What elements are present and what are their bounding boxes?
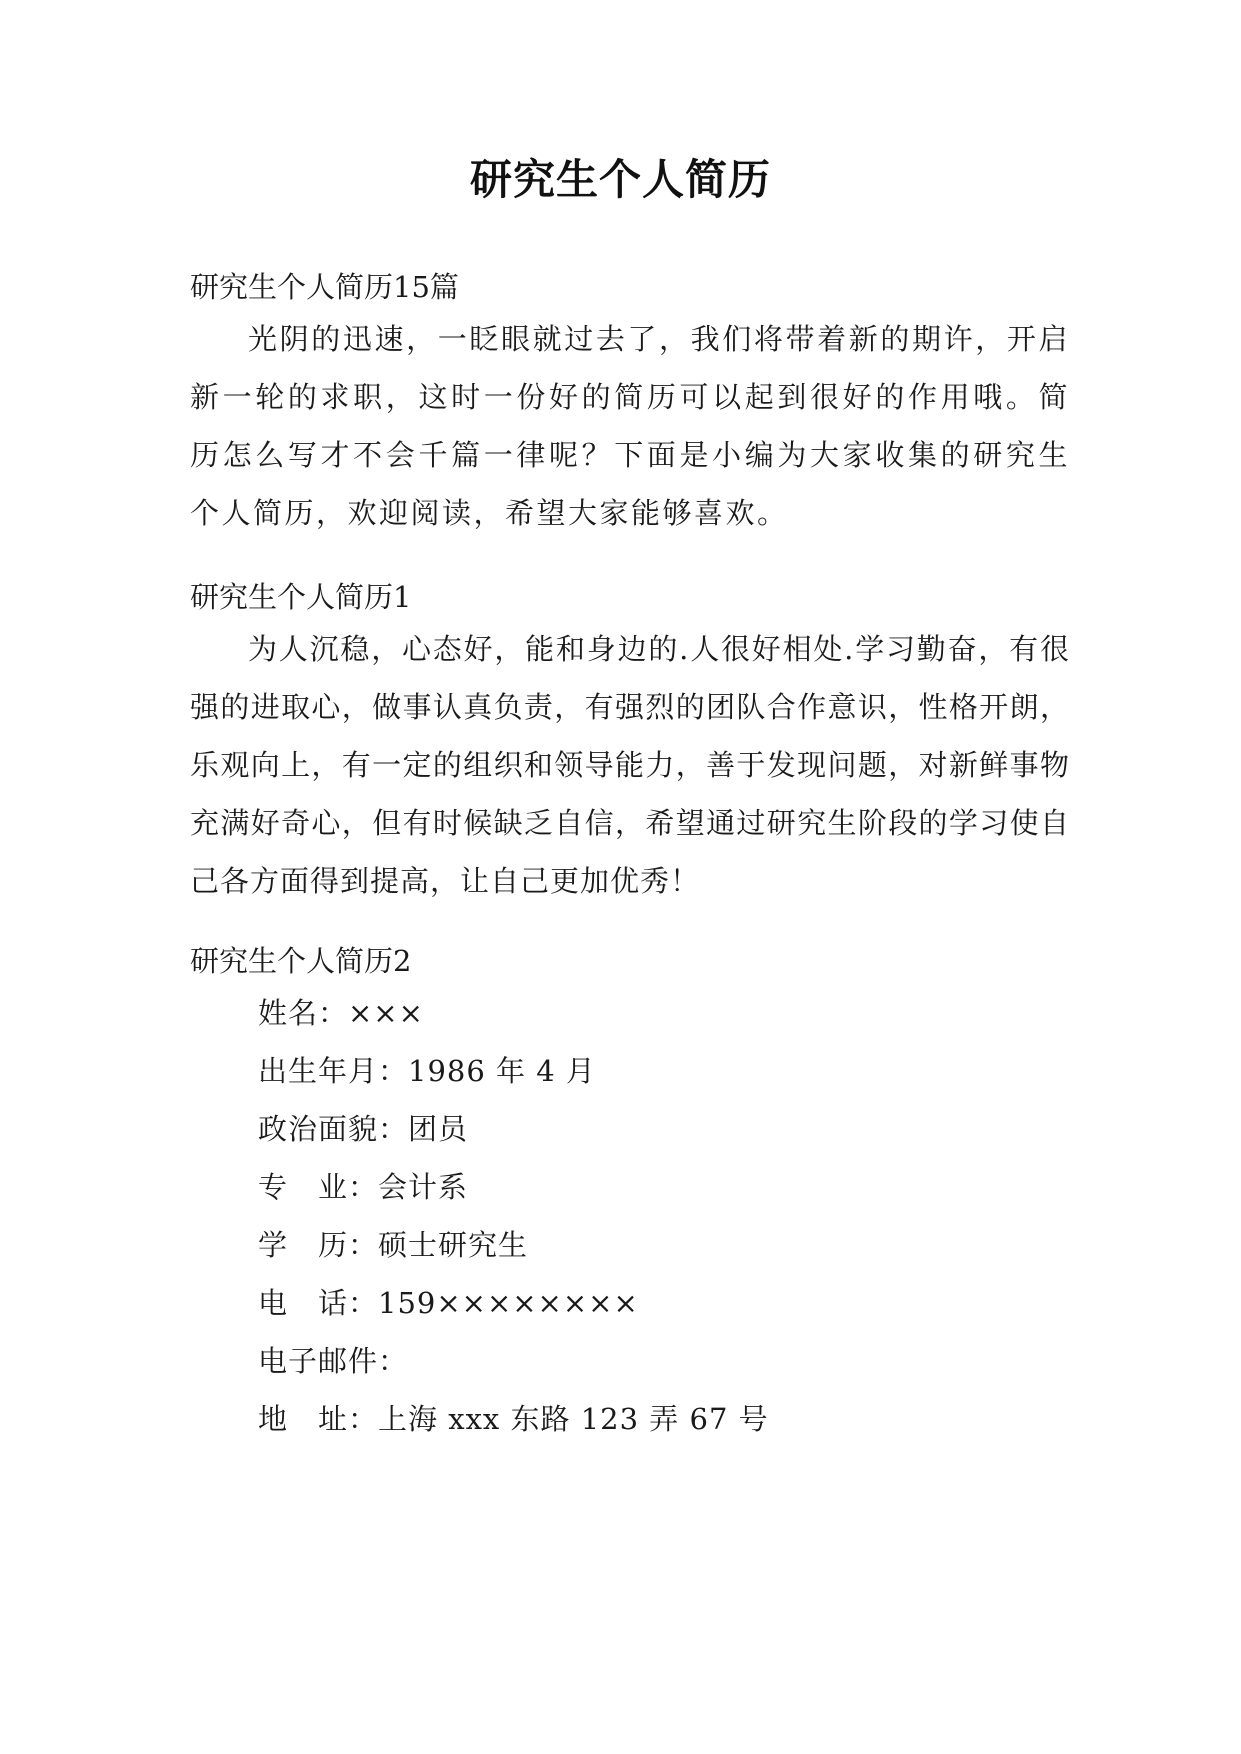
field-name: 姓名：××× xyxy=(258,996,424,1030)
intro-paragraph-block xyxy=(190,310,1070,542)
field-address: 地 址：上海 xxx 东路 123 弄 67 号 xyxy=(258,1402,769,1436)
field-phone: 电 话：159×××××××× xyxy=(258,1286,639,1320)
field-email: 电子邮件： xyxy=(258,1344,409,1378)
document-title: 研究生个人简历 xyxy=(469,155,771,204)
field-major: 专 业：会计系 xyxy=(258,1170,469,1204)
field-education: 学 历：硕士研究生 xyxy=(258,1228,529,1262)
resume-field-list xyxy=(258,984,1058,1448)
field-political-status: 政治面貌：团员 xyxy=(258,1112,469,1146)
document-subtitle: 研究生个人简历15篇 xyxy=(190,270,459,304)
section-1-paragraph: 为人沉稳，心态好，能和身边的.人很好相处.学习勤奋，有很强的进取心，做事认真负责，有强烈的团队合作意识，性格开朗，乐观向上，有一定的组织和领导能力，善于发现问题，对新鲜事物充满好奇心，但有时候缺乏自信，希望通过研究生阶段的学习使自己各方面得到提高，让自己更加优秀！ xyxy=(190,632,1070,898)
section-1-heading: 研究生个人简历1 xyxy=(190,580,412,614)
field-birth-date: 出生年月：1986 年 4 月 xyxy=(258,1054,596,1088)
intro-paragraph: 光阴的迅速，一眨眼就过去了，我们将带着新的期许，开启新一轮的求职，这时一份好的简历可以起到很好的作用哦。简历怎么写才不会千篇一律呢？下面是小编为大家收集的研究生个人简历，欢迎阅读，希望大家能够喜欢。 xyxy=(190,322,1070,530)
section-2-heading: 研究生个人简历2 xyxy=(190,944,412,978)
section-1-body-block xyxy=(190,620,1070,910)
